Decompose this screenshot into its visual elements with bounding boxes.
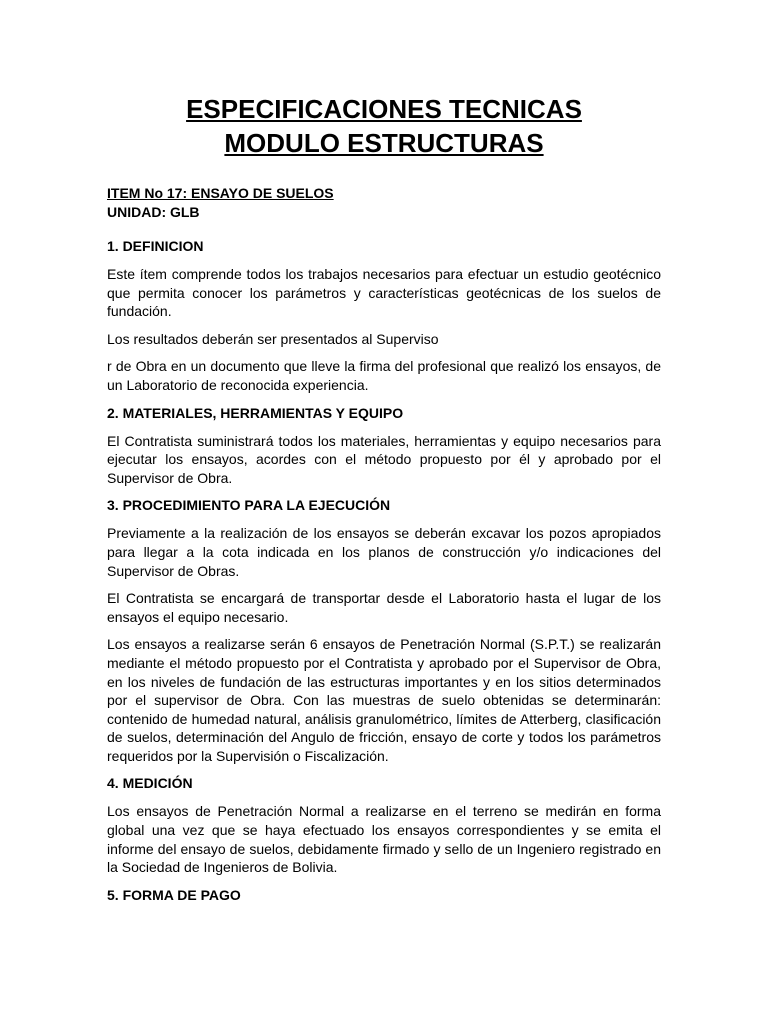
section-materiales [107, 404, 661, 488]
paragraph: Los ensayos de Penetración Normal a realizarse en el terreno se medirán en forma global una vez que se haya efectuado los ensayos correspondientes y se emita el informe del ensayo de suelos, debidamente firmado y sello de un Ingeniero registrado en la Sociedad de Ingenieros de Bolivia. [107, 803, 661, 876]
paragraph: El Contratista suministrará todos los materiales, herramientas y equipo necesarios para ejecutar los ensayos, acordes con el método propuesto por él y aprobado por el Supervisor de Obra. [107, 432, 661, 486]
document-page [107, 92, 661, 914]
document-subtitle: MODULO ESTRUCTURAS [224, 128, 544, 158]
title-block [107, 92, 661, 160]
item-info [107, 184, 661, 222]
section-procedimiento [107, 496, 661, 765]
paragraph: r de Obra en un documento que lleve la firma del profesional que realizó los ensayos, de un Laboratorio de reconocida experiencia. [107, 358, 661, 393]
paragraph: El Contratista se encargará de transportar desde el Laboratorio hasta el lugar de los ensayos el equipo necesario. [107, 590, 661, 625]
section-heading: 1. DEFINICION [107, 238, 204, 254]
section-forma-de-pago [107, 886, 661, 905]
section-heading: 4. MEDICIÓN [107, 775, 193, 792]
section-definicion [107, 237, 661, 395]
section-heading: 5. FORMA DE PAGO [107, 886, 241, 903]
unit-label: UNIDAD: GLB [107, 204, 200, 220]
document-title: ESPECIFICACIONES TECNICAS [186, 94, 582, 124]
section-medicion [107, 774, 661, 876]
paragraph: Los ensayos a realizarse serán 6 ensayos de Penetración Normal (S.P.T.) se realizarán mediante el método propuesto por el Contratista y aprobado por el Supervisor de Obra, en los niveles de fundación de las estructuras importantes y en los sitios determinados por el supervisor de Obra. Con las muestras de suelo obtenidas se determinarán: contenido de humedad natural, análisis granulométrico, límites de Atterberg, clasificación de suelos, determinación del Angulo de fricción, ensayo de corte y todos los parámetros requeridos por la Supervisión o Fiscalización. [107, 636, 661, 764]
section-heading: 2. MATERIALES, HERRAMIENTAS Y EQUIPO [107, 404, 404, 421]
paragraph: Previamente a la realización de los ensayos se deberán excavar los pozos apropiados para llegar a la cota indicada en los planos de construcción y/o indicaciones del Supervisor de Obras. [107, 525, 661, 579]
section-heading: 3. PROCEDIMIENTO PARA LA EJECUCIÓN [107, 497, 391, 514]
paragraph: Este ítem comprende todos los trabajos necesarios para efectuar un estudio geotécnico que permita conocer los parámetros y características geotécnicas de los suelos de fundación. [107, 266, 661, 320]
paragraph: Los resultados deberán ser presentados al Superviso [107, 330, 439, 347]
item-heading: ITEM No 17: ENSAYO DE SUELOS [107, 185, 334, 201]
